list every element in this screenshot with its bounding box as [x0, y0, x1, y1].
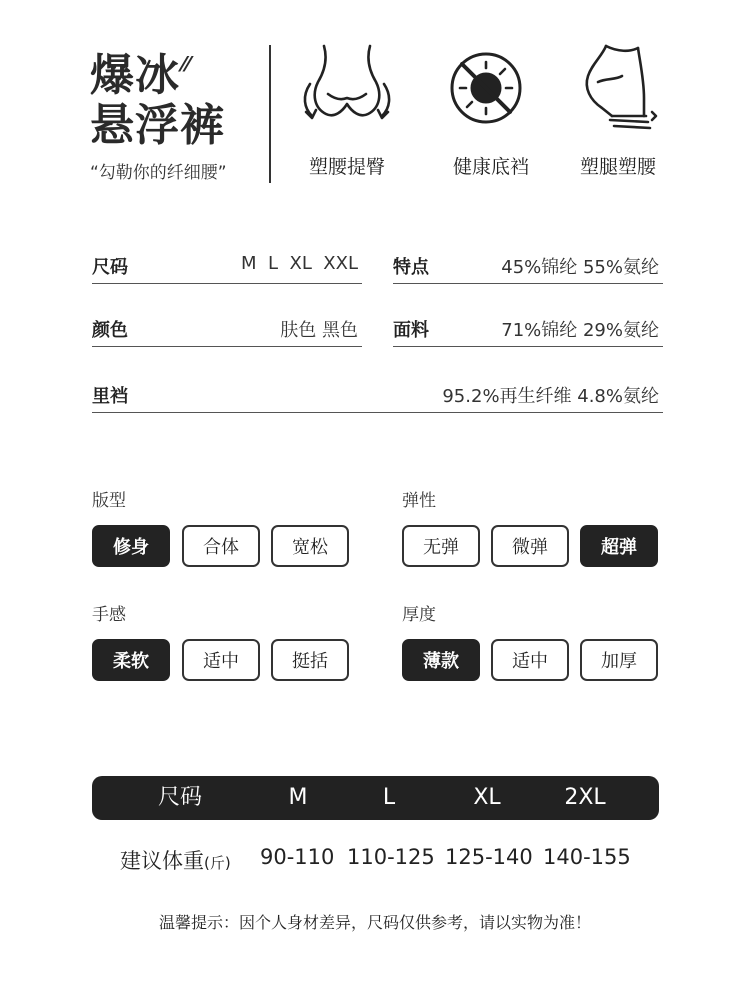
size-header-l: L — [382, 785, 396, 810]
spec-divider — [393, 346, 663, 347]
feature-label-crotch: 健康底裆 — [452, 156, 529, 178]
spec-size-key: 尺码 — [92, 257, 128, 278]
spec-color-value: 肤色 黑色 — [280, 320, 358, 341]
spec-lining-key: 里裆 — [92, 386, 128, 407]
size-header-xl: XL — [473, 785, 501, 810]
feel-option-stiff: 挺括 — [271, 639, 349, 681]
header-divider — [269, 45, 271, 183]
weight-value-m: 90-110 — [260, 845, 335, 869]
antibacterial-icon — [436, 44, 546, 134]
fit-option-loose: 宽松 — [271, 525, 349, 567]
size-header-label: 尺码 — [157, 785, 202, 810]
product-title-line2: 悬浮裤 — [90, 100, 225, 151]
elasticity-option-none: 无弹 — [402, 525, 480, 567]
weight-row — [120, 845, 660, 875]
spec-feature-value: 45%锦纶 55%氨纶 — [501, 257, 659, 278]
spec-divider — [92, 346, 362, 347]
spec-divider — [92, 412, 663, 413]
weight-unit: (斤) — [204, 854, 231, 872]
fit-label: 版型 — [92, 491, 126, 511]
spec-fabric — [393, 316, 663, 348]
size-table-header — [92, 776, 659, 820]
product-slogan: “勾勒你的纤细腰” — [90, 163, 227, 183]
waist-shaping-icon — [292, 42, 402, 132]
thigh-shaping-icon — [572, 42, 682, 132]
thickness-label: 厚度 — [402, 605, 436, 625]
weight-value-l: 110-125 — [347, 845, 435, 869]
weight-value-xl: 125-140 — [445, 845, 533, 869]
feature-label-thigh: 塑腿塑腰 — [579, 156, 656, 178]
elasticity-label: 弹性 — [402, 491, 436, 511]
spec-feature — [393, 253, 663, 285]
elasticity-option-slight: 微弹 — [491, 525, 569, 567]
thickness-option-thick: 加厚 — [580, 639, 658, 681]
feel-label: 手感 — [92, 605, 126, 625]
spec-divider — [92, 283, 362, 284]
size-tip: 温馨提示：因个人身材差异，尺码仅供参考，请以实物为准！ — [158, 913, 591, 932]
spec-color-key: 颜色 — [92, 320, 128, 341]
feel-option-medium: 适中 — [182, 639, 260, 681]
size-header-m: M — [288, 785, 308, 810]
title-mark: ⁄⁄ — [182, 52, 191, 76]
feel-option-soft: 柔软 — [92, 639, 170, 681]
elasticity-option-super: 超弹 — [580, 525, 658, 567]
size-header-2xl: 2XL — [564, 785, 606, 810]
spec-lining-value: 95.2%再生纤维 4.8%氨纶 — [442, 386, 659, 407]
fit-option-slim: 修身 — [92, 525, 170, 567]
feature-label-waist: 塑腰提臀 — [308, 156, 385, 178]
product-title-line1: 爆冰 ⁄⁄ — [90, 50, 191, 101]
spec-size-value: M L XL XXL — [241, 253, 358, 274]
weight-value-2xl: 140-155 — [543, 845, 631, 869]
spec-size — [92, 253, 362, 285]
spec-feature-key: 特点 — [393, 257, 429, 278]
spec-divider — [393, 283, 663, 284]
spec-color — [92, 316, 362, 348]
spec-fabric-value: 71%锦纶 29%氨纶 — [501, 320, 659, 341]
weight-label: 建议体重(斤) — [120, 849, 231, 873]
thickness-option-medium: 适中 — [491, 639, 569, 681]
thickness-option-thin: 薄款 — [402, 639, 480, 681]
spec-lining — [92, 382, 663, 414]
spec-fabric-key: 面料 — [393, 320, 429, 341]
fit-option-regular: 合体 — [182, 525, 260, 567]
